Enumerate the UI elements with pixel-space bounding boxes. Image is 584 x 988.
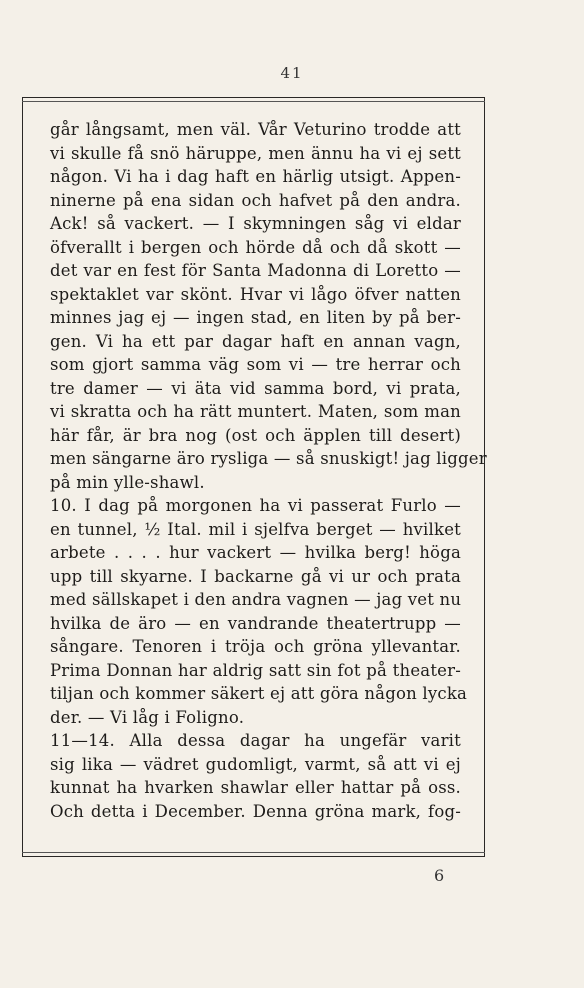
text-line: sångare. Tenoren i tröja och gröna yllevantar. bbox=[50, 637, 461, 656]
text-line: 10. I dag på morgonen ha vi passerat Furlo — bbox=[50, 496, 461, 515]
signature-mark: 6 bbox=[434, 866, 445, 885]
text-line: kunnat ha hvarken shawlar eller hattar på oss. bbox=[50, 778, 461, 797]
text-line: spektaklet var skönt. Hvar vi lågo öfver natten bbox=[50, 284, 461, 304]
text-line: med sällskapet i den andra vagnen — jag vet nu bbox=[50, 590, 462, 609]
text-line: Och detta i December. Denna gröna mark, fog- bbox=[50, 801, 461, 821]
text-line: minnes jag ej — ingen stad, en liten by på ber- bbox=[50, 308, 461, 327]
text-line: gen. Vi ha ett par dagar haft en annan vagn, bbox=[50, 331, 461, 351]
text-line: här får, är bra nog (ost och äpplen till desert) bbox=[50, 425, 461, 445]
text-line: der. — Vi låg i Foligno. bbox=[50, 707, 245, 727]
text-line: 11—14. Alla dessa dagar ha ungefär varit bbox=[50, 731, 461, 750]
text-line: arbete . . . . hur vackert — hvilka berg! höga bbox=[50, 543, 461, 562]
text-line: ninerne på ena sidan och hafvet på den andra. bbox=[50, 190, 461, 210]
text-line: någon. Vi ha i dag haft en härlig utsigt. Appen- bbox=[50, 167, 461, 186]
text-line: öfverallt i bergen och hörde då och då skott — bbox=[50, 237, 461, 257]
text-line: Prima Donnan har aldrig satt sin fot på theater- bbox=[50, 660, 461, 680]
text-line: en tunnel, ½ Ital. mil i sjelfva berget — hvilket bbox=[50, 519, 461, 539]
text-line: men sängarne äro rysliga — så snuskigt! jag ligger bbox=[50, 449, 487, 468]
text-line: vi skulle få snö häruppe, men ännu ha vi ej sett bbox=[50, 143, 461, 163]
page-number: 41 bbox=[280, 64, 304, 82]
frame-rule-bottom bbox=[22, 852, 485, 853]
frame-rule-top bbox=[22, 101, 485, 102]
text-line: tiljan och kommer säkert ej att göra någon lycka bbox=[50, 684, 468, 703]
text-line: på min ylle-shawl. bbox=[50, 472, 205, 492]
text-line: tre damer — vi äta vid samma bord, vi prata, bbox=[50, 378, 461, 398]
text-line: sig lika — vädret gudomligt, varmt, så att vi ej bbox=[50, 754, 461, 774]
text-line: som gjort samma väg som vi — tre herrar och bbox=[50, 355, 461, 374]
text-line: hvilka de äro — en vandrande theatertrupp — bbox=[50, 613, 461, 633]
text-line: det var en fest för Santa Madonna di Loretto — bbox=[50, 261, 461, 280]
body-text bbox=[50, 118, 487, 823]
text-line: vi skratta och ha rätt muntert. Maten, som man bbox=[50, 402, 461, 421]
text-line: upp till skyarne. I backarne gå vi ur och prata bbox=[50, 566, 461, 586]
text-line: går långsamt, men väl. Vår Veturino trodde att bbox=[50, 120, 461, 139]
text-line: Ack! så vackert. — I skymningen såg vi eldar bbox=[50, 214, 461, 233]
